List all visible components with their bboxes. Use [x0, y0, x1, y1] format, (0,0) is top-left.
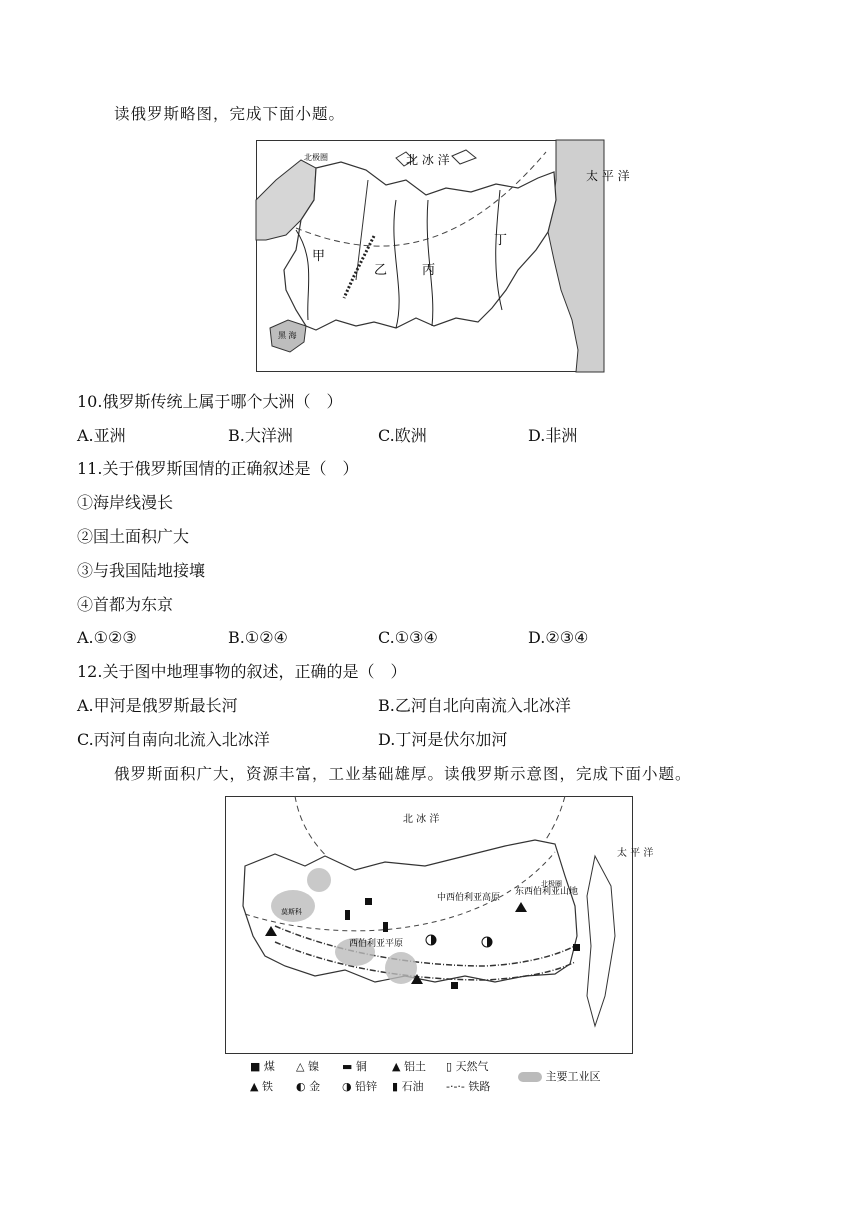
q10-option-a[interactable]: A.亚洲 [77, 426, 126, 445]
q11-option-a[interactable]: A.①②③ [77, 628, 137, 647]
q12-option-c[interactable]: C.丙河自南向北流入北冰洋 [77, 730, 270, 749]
q12-option-d[interactable]: D.丁河是伏尔加河 [378, 730, 508, 749]
copper-icon: ▬ [342, 1060, 353, 1073]
legend-nickel: 镍 [307, 1060, 319, 1073]
legend-iron: 铁 [261, 1080, 273, 1093]
map1-label-arctic-circle: 北极圈 [304, 153, 328, 162]
map1-label-jia: 甲 [312, 249, 326, 264]
legend-natural-gas: 天然气 [455, 1060, 489, 1073]
map1-label-yi: 乙 [374, 263, 388, 278]
map2-label-arctic-circle: 北极圈 [541, 880, 562, 888]
map2-label-west-siberian: 西伯利亚平原 [349, 939, 404, 949]
russia-resource-map [225, 796, 654, 1054]
legend-railway: 铁路 [468, 1080, 491, 1093]
legend-copper: 铜 [355, 1060, 367, 1073]
oil-icon: ▮ [392, 1080, 399, 1093]
map1-label-black-sea: 黑 海 [278, 331, 297, 340]
legend-bauxite: 铝土 [403, 1060, 426, 1073]
q12-option-a[interactable]: A.甲河是俄罗斯最长河 [77, 696, 238, 715]
q11-stem: 11.关于俄罗斯国情的正确叙述是（ ） [77, 459, 359, 478]
russia-sketch-map [256, 140, 630, 372]
gold-icon: ◐ [296, 1080, 306, 1093]
q11-statement-4: ④首都为东京 [77, 595, 174, 614]
map2-label-arctic: 北 冰 洋 [403, 814, 440, 825]
q11-statement-3: ③与我国陆地接壤 [77, 561, 206, 580]
bauxite-icon: ▲ [392, 1060, 401, 1073]
industrial-zone-icon [518, 1072, 542, 1082]
q10-option-d[interactable]: D.非洲 [528, 426, 578, 445]
q11-statement-2: ②国土面积广大 [77, 527, 190, 546]
map2-label-central-siberian: 中西伯利亚高原 [437, 893, 501, 903]
natural-gas-icon: ▯ [446, 1060, 453, 1073]
map1-label-pacific: 太 平 洋 [586, 169, 630, 183]
lead-zinc-icon: ◑ [342, 1080, 352, 1093]
nickel-icon: △ [296, 1060, 305, 1073]
map1-label-ding: 丁 [494, 233, 508, 248]
map2-label-east-siberian: 东西伯利亚山地 [515, 887, 579, 897]
q11-option-c[interactable]: C.①③④ [378, 628, 438, 647]
legend-industrial-zone: 主要工业区 [545, 1070, 601, 1083]
q12-stem: 12.关于图中地理事物的叙述，正确的是（ ） [77, 662, 407, 681]
legend-lead-zinc: 铅锌 [355, 1080, 378, 1093]
map2-label-moscow: 莫斯科 [281, 908, 302, 916]
q11-statement-1: ①海岸线漫长 [77, 493, 174, 512]
intro-text-1: 读俄罗斯略图，完成下面小题。 [114, 105, 346, 123]
map1-label-bing: 丙 [422, 263, 436, 278]
map2-label-pacific: 太 平 洋 [617, 848, 654, 859]
q10-option-b[interactable]: B.大洋洲 [228, 426, 293, 445]
map-legend [250, 1058, 610, 1098]
q11-option-b[interactable]: B.①②④ [228, 628, 288, 647]
legend-gold: 金 [309, 1080, 321, 1093]
coal-icon: ■ [250, 1060, 261, 1073]
railway-icon: -·-·- [446, 1080, 465, 1093]
intro-text-2: 俄罗斯面积广大，资源丰富，工业基础雄厚。读俄罗斯示意图，完成下面小题。 [114, 765, 692, 783]
q12-option-b[interactable]: B.乙河自北向南流入北冰洋 [378, 696, 571, 715]
q11-option-d[interactable]: D.②③④ [528, 628, 589, 647]
legend-coal: 煤 [263, 1060, 275, 1073]
iron-icon: ▲ [250, 1080, 259, 1093]
legend-oil: 石油 [401, 1080, 424, 1093]
map1-label-arctic: 北 冰 洋 [406, 153, 450, 167]
q10-stem: 10.俄罗斯传统上属于哪个大洲（ ） [77, 392, 343, 411]
q10-option-c[interactable]: C.欧洲 [378, 426, 427, 445]
